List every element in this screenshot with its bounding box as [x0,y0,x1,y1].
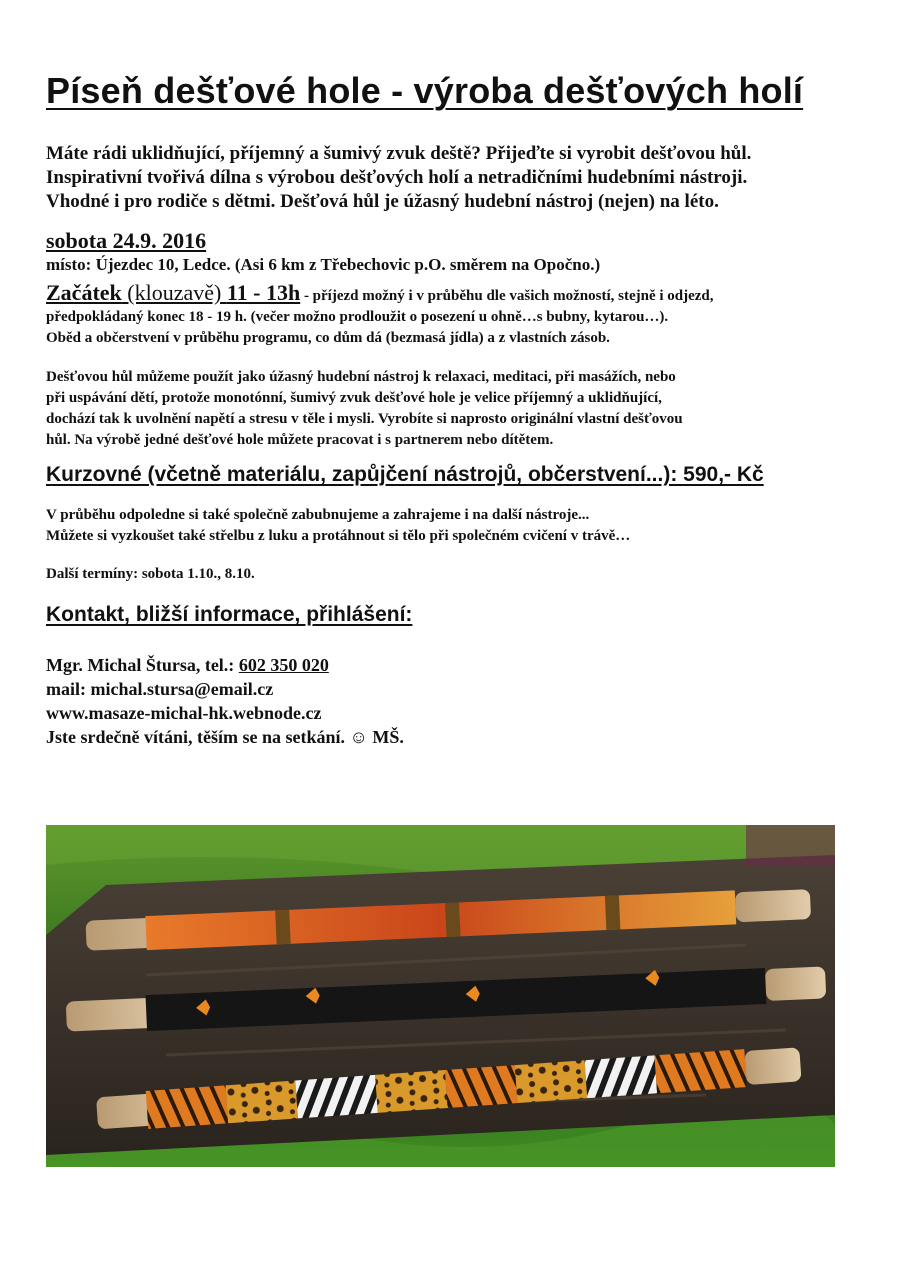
description-line: při uspávání dětí, protože monotónní, šumivý zvuk dešťové hole je velice příjemný a uklidňující, [46,390,662,406]
description-line: hůl. Na výrobě jedné dešťové hole můžete pracovat i s partnerem nebo dítětem. [46,432,554,448]
page-title: Píseň dešťové hole - výroba dešťových holí [46,70,804,111]
start-rest: - příjezd možný i v průběhu dle vašich možností, stejně i odjezd, [300,288,714,304]
price-heading: Kurzovné (včetně materiálu, zapůjčení nástrojů, občerstvení...): 590,- Kč [46,463,764,486]
description-line: Dešťovou hůl můžeme použít jako úžasný hudební nástroj k relaxaci, meditaci, při masážích, nebo [46,369,676,385]
description-line: dochází tak k uvolnění napětí a stresu v těle i mysli. Vyrobíte si naprosto originální vlastní dešťovou [46,411,683,427]
start-note: (klouzavě) [121,280,227,305]
extra-line: Můžete si vyzkoušet také střelbu z luku a protáhnout si tělo při společném cvičení v trávě… [46,528,631,544]
start-time: 11 - 13h [226,280,301,305]
intro-line: Vhodné i pro rodiče s dětmi. Dešťová hůl je úžasný hudební nástroj (nejen) na léto. [46,191,719,212]
contact-name: Mgr. Michal Štursa, tel.: [46,655,239,675]
intro-line: Inspirativní tvořivá dílna s výrobou dešťových holí a netradičními hudebními nástroji. [46,167,748,188]
description-paragraph [46,367,846,451]
rainsticks-photo [46,825,835,1167]
start-info [46,282,846,349]
closing-text: Jste srdečně vítáni, těším se na setkání. ☺ MŠ. [46,727,404,747]
extra-paragraph [46,505,846,547]
other-dates: Další termíny: sobota 1.10., 8.10. [46,566,255,582]
intro-paragraph [46,142,846,214]
extra-line: V průběhu odpoledne si také společně zabubnujeme a zahrajeme i na další nástroje... [46,507,590,523]
contact-block [46,653,846,749]
event-date: sobota 24.9. 2016 [46,228,207,253]
phone-link[interactable]: 602 350 020 [238,655,329,675]
start-line: Oběd a občerstvení v průběhu programu, co dům dá (bezmasá jídla) a z vlastních zásob. [46,330,610,346]
contact-heading: Kontakt, bližší informace, přihlášení: [46,603,413,626]
flyer-page [46,70,846,749]
website-text: www.masaze-michal-hk.webnode.cz [46,703,322,723]
intro-line: Máte rádi uklidňující, příjemný a šumivý zvuk deště? Přijeďte si vyrobit dešťovou hůl. [46,143,752,164]
email-text: mail: michal.stursa@email.cz [46,679,274,699]
event-place: místo: Újezdec 10, Ledce. (Asi 6 km z Třebechovic p.O. směrem na Opočno.) [46,255,601,274]
start-label: Začátek [46,280,122,305]
start-line: předpokládaný konec 18 - 19 h. (večer možno prodloužit o posezení u ohně…s bubny, kytarou…). [46,309,669,325]
